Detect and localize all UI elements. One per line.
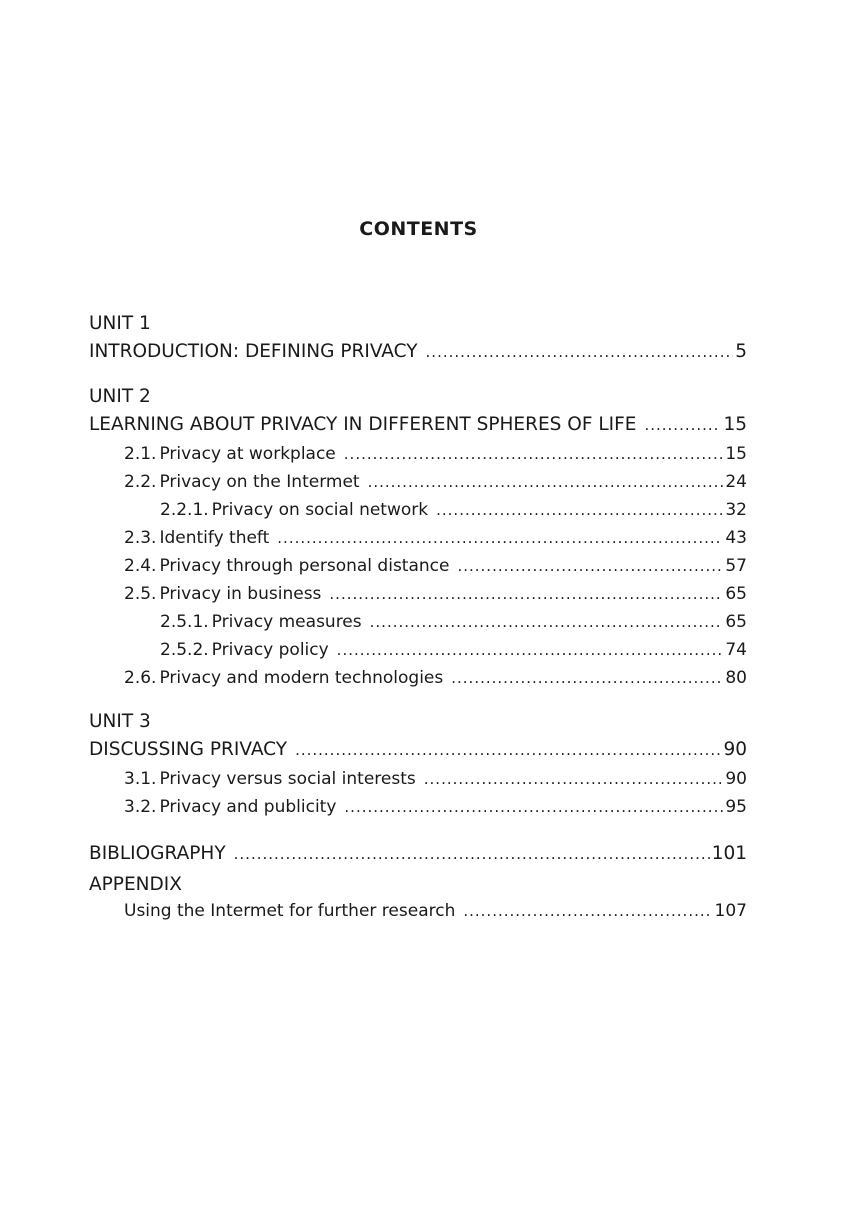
toc-entry-appendix[interactable] — [89, 897, 747, 925]
toc-page-number: 5 — [735, 341, 747, 362]
toc-entry-title: Privacy on the Intermet — [159, 472, 360, 492]
toc-entry-title: Privacy measures — [211, 612, 362, 632]
page-title: CONTENTS — [359, 218, 478, 240]
toc-entry-title: Privacy at workplace — [159, 444, 336, 464]
toc-entry-title: Using the Intermet for further research — [124, 901, 456, 921]
toc-entry-title: Privacy versus social interests — [159, 769, 416, 789]
dot-leader — [457, 552, 723, 580]
toc-entry-title: Privacy and modern technologies — [159, 668, 444, 688]
toc-entry-title: Privacy in business — [159, 584, 322, 604]
toc-page-number: 15 — [725, 444, 747, 464]
toc-entry-2-4[interactable] — [89, 552, 747, 580]
toc-entry-2-2[interactable] — [89, 468, 747, 496]
toc-entry-2-2-1[interactable] — [89, 496, 747, 524]
dot-leader — [644, 410, 721, 440]
toc-entry-2-3[interactable] — [89, 524, 747, 552]
section-number: 3.2. — [124, 797, 157, 817]
toc-entry-2-5-1[interactable] — [89, 608, 747, 636]
toc-entry-title: INTRODUCTION: DEFINING PRIVACY — [89, 341, 418, 362]
toc-page-number: 107 — [714, 901, 747, 921]
toc-entry-2-5[interactable] — [89, 580, 747, 608]
section-number: 2.2. — [124, 472, 157, 492]
toc-entry-unit-2[interactable] — [89, 409, 747, 440]
toc-page-number: 32 — [725, 500, 747, 520]
section-number: 2.4. — [124, 556, 157, 576]
toc-entry-title: Privacy and publicity — [159, 797, 337, 817]
dot-leader — [344, 440, 724, 468]
toc-entry-2-1[interactable] — [89, 440, 747, 468]
dot-leader — [234, 839, 710, 869]
unit-3-label: UNIT 3 — [89, 711, 151, 732]
dot-leader — [277, 524, 723, 552]
toc-page-number: 90 — [723, 739, 747, 760]
dot-leader — [463, 897, 712, 925]
dot-leader — [329, 580, 723, 608]
dot-leader — [370, 608, 724, 636]
section-number: 2.2.1. — [160, 500, 209, 520]
toc-entry-3-1[interactable] — [89, 765, 747, 793]
toc-entry-bibliography[interactable] — [89, 838, 747, 869]
dot-leader — [426, 337, 734, 367]
toc-entry-title: Privacy on social network — [211, 500, 429, 520]
dot-leader — [295, 735, 721, 765]
toc-page-number: 101 — [711, 843, 747, 864]
toc-page-number: 57 — [725, 556, 747, 576]
toc-page-number: 43 — [725, 528, 747, 548]
section-number: 2.1. — [124, 444, 157, 464]
toc-entry-title: LEARNING ABOUT PRIVACY IN DIFFERENT SPHERES OF LIFE — [89, 414, 637, 435]
toc-page-number: 15 — [723, 414, 747, 435]
unit-1-label: UNIT 1 — [89, 313, 151, 334]
toc-page-number: 90 — [725, 769, 747, 789]
dot-leader — [344, 793, 723, 821]
dot-leader — [337, 636, 724, 664]
toc-entry-2-6[interactable] — [89, 664, 747, 692]
toc-page-number: 95 — [725, 797, 747, 817]
dot-leader — [368, 468, 724, 496]
toc-entry-title: Privacy policy — [211, 640, 329, 660]
toc-entry-title: Identify theft — [159, 528, 270, 548]
toc-page-number: 74 — [725, 640, 747, 660]
appendix-label: APPENDIX — [89, 874, 182, 895]
unit-2-label: UNIT 2 — [89, 386, 151, 407]
dot-leader — [424, 765, 724, 793]
table-of-contents — [89, 312, 747, 925]
toc-page-number: 65 — [725, 584, 747, 604]
toc-page-number: 24 — [725, 472, 747, 492]
toc-entry-title: DISCUSSING PRIVACY — [89, 739, 288, 760]
section-number: 2.3. — [124, 528, 157, 548]
dot-leader — [451, 664, 723, 692]
toc-entry-2-5-2[interactable] — [89, 636, 747, 664]
toc-page-number: 80 — [725, 668, 747, 688]
toc-entry-title: BIBLIOGRAPHY — [89, 843, 226, 864]
toc-page-number: 65 — [725, 612, 747, 632]
toc-entry-title: Privacy through personal distance — [159, 556, 450, 576]
section-number: 2.6. — [124, 668, 157, 688]
toc-entry-unit-3[interactable] — [89, 734, 747, 765]
section-number: 2.5.1. — [160, 612, 209, 632]
toc-entry-3-2[interactable] — [89, 793, 747, 821]
section-number: 2.5. — [124, 584, 157, 604]
toc-entry-unit-1[interactable] — [89, 336, 747, 367]
dot-leader — [436, 496, 723, 524]
section-number: 2.5.2. — [160, 640, 209, 660]
section-number: 3.1. — [124, 769, 157, 789]
